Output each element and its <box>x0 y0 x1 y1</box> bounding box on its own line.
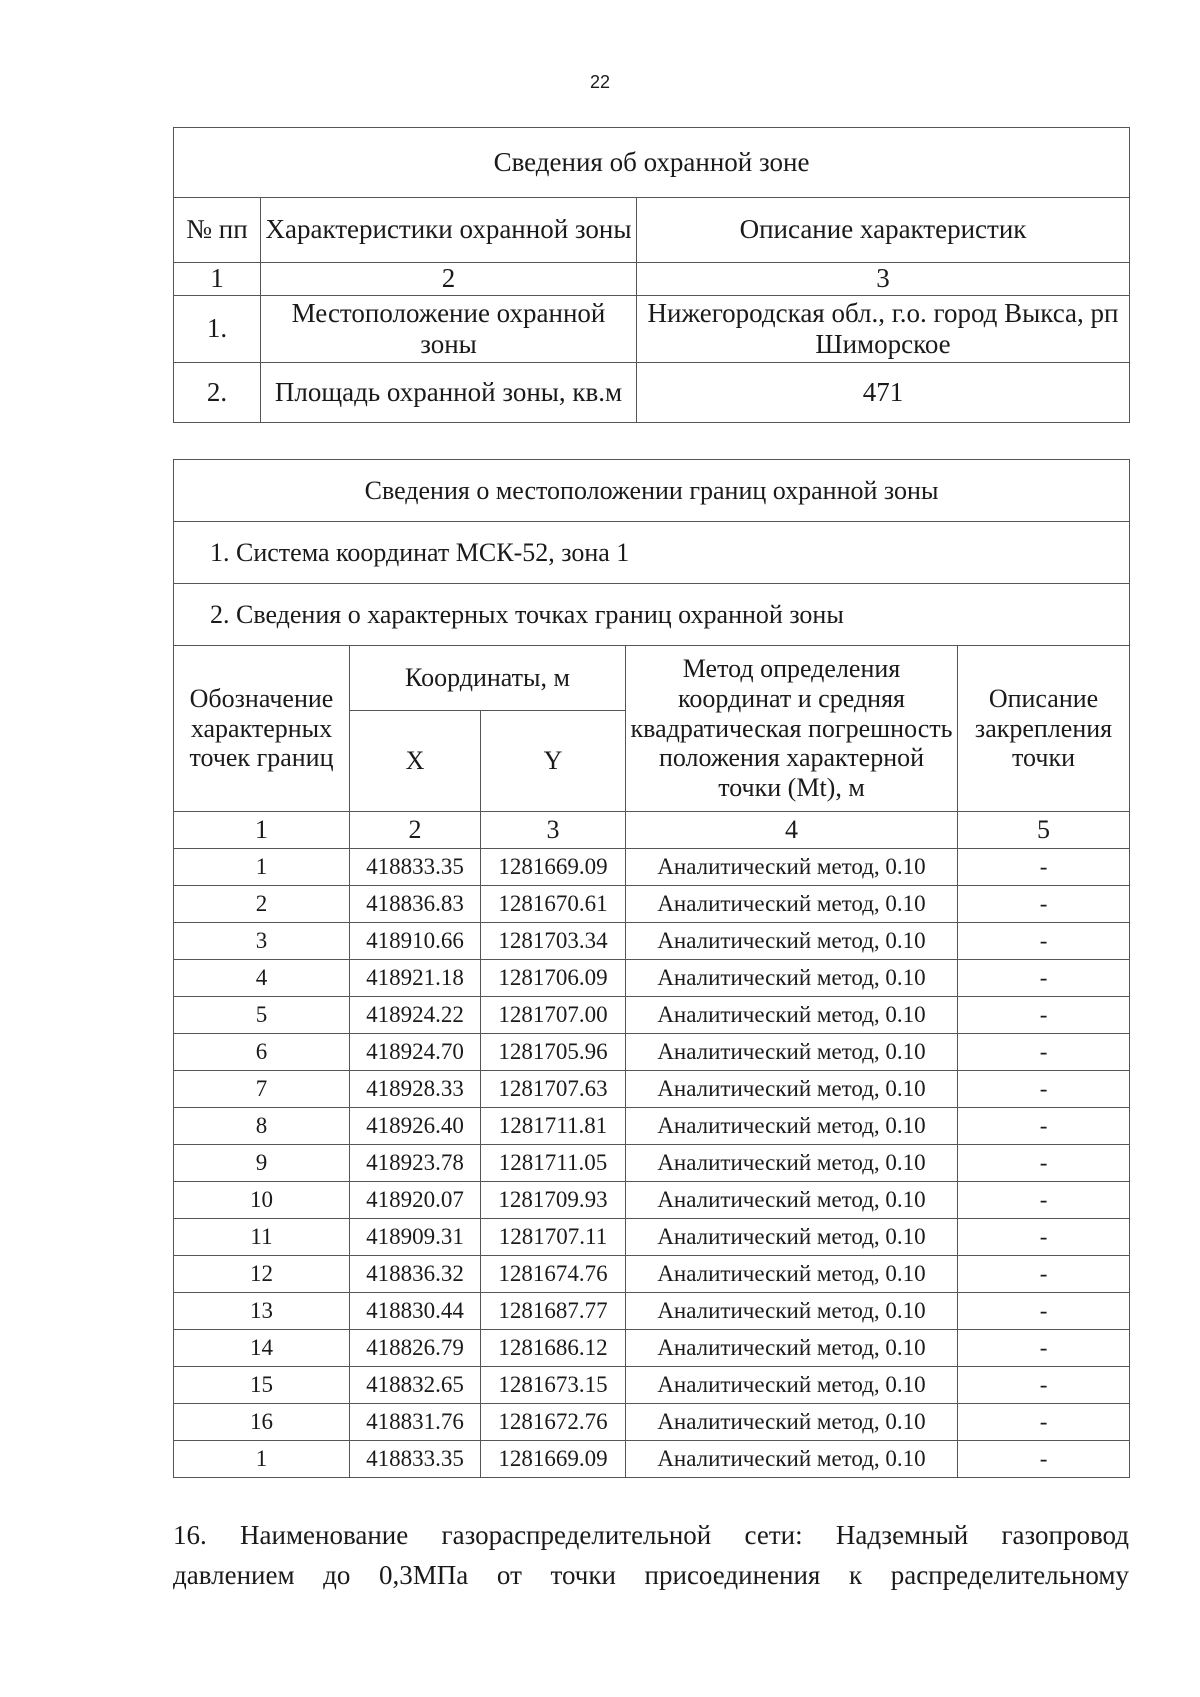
table-row <box>174 1330 1130 1367</box>
table-row <box>174 1071 1130 1108</box>
table-row <box>174 960 1130 997</box>
cell-method: Аналитический метод, 0.10 <box>626 1330 958 1367</box>
cell-method: Аналитический метод, 0.10 <box>626 1404 958 1441</box>
cell-x: 418920.07 <box>350 1182 481 1219</box>
cell-y: 1281687.77 <box>481 1293 626 1330</box>
cell-x: 418836.83 <box>350 886 481 923</box>
table-row <box>174 363 1130 423</box>
cell-x: 418928.33 <box>350 1071 481 1108</box>
cell-y: 1281670.61 <box>481 886 626 923</box>
table-row <box>174 1182 1130 1219</box>
cell-method: Аналитический метод, 0.10 <box>626 1108 958 1145</box>
cell-y: 1281706.09 <box>481 960 626 997</box>
cell-fixing: - <box>958 997 1130 1034</box>
cell-fixing: - <box>958 886 1130 923</box>
cell-y: 1281669.09 <box>481 849 626 886</box>
cell-method: Аналитический метод, 0.10 <box>626 997 958 1034</box>
table-row <box>174 1145 1130 1182</box>
cell-fixing: - <box>958 1071 1130 1108</box>
boundaries-table <box>173 459 1130 1478</box>
cell-y: 1281711.05 <box>481 1145 626 1182</box>
table-row <box>174 923 1130 960</box>
cell-x: 418830.44 <box>350 1293 481 1330</box>
column-number: 1 <box>174 263 261 296</box>
header-method: Метод определения координат и средняя квадратическая погрешность положения характерной точки (Mt), м <box>626 646 958 812</box>
cell-fixing: - <box>958 1404 1130 1441</box>
cell-point: 3 <box>174 923 350 960</box>
header-coords: Координаты, м <box>350 646 626 711</box>
cell-method: Аналитический метод, 0.10 <box>626 1071 958 1108</box>
cell-x: 418926.40 <box>350 1108 481 1145</box>
cell-point: 4 <box>174 960 350 997</box>
cell-point: 11 <box>174 1219 350 1256</box>
cell-y: 1281707.11 <box>481 1219 626 1256</box>
header-x: X <box>350 711 481 812</box>
paragraph-line: 16. Наименование газораспределительной сети: Надземный газопровод <box>173 1520 1129 1550</box>
cell-point: 7 <box>174 1071 350 1108</box>
table-row <box>174 1367 1130 1404</box>
coord-system: 1. Система координат МСК-52, зона 1 <box>174 522 1130 584</box>
cell-x: 418910.66 <box>350 923 481 960</box>
cell-point: 10 <box>174 1182 350 1219</box>
cell-fixing: - <box>958 1034 1130 1071</box>
cell-fixing: - <box>958 1108 1130 1145</box>
table-row <box>174 1256 1130 1293</box>
cell-method: Аналитический метод, 0.10 <box>626 1293 958 1330</box>
row-number: 1. <box>174 296 261 363</box>
boundaries-title: Сведения о местоположении границ охранной зоны <box>174 460 1130 522</box>
cell-fixing: - <box>958 1367 1130 1404</box>
cell-fixing: - <box>958 1182 1130 1219</box>
cell-x: 418909.31 <box>350 1219 481 1256</box>
cell-point: 6 <box>174 1034 350 1071</box>
cell-method: Аналитический метод, 0.10 <box>626 960 958 997</box>
table-row <box>174 997 1130 1034</box>
paragraph-16 <box>173 1515 1129 1595</box>
cell-y: 1281674.76 <box>481 1256 626 1293</box>
paragraph-line: давлением до 0,3МПа от точки присоединения к распределительному <box>173 1560 1129 1590</box>
column-number: 3 <box>637 263 1130 296</box>
cell-y: 1281669.09 <box>481 1441 626 1478</box>
cell-method: Аналитический метод, 0.10 <box>626 849 958 886</box>
column-number: 1 <box>174 812 350 849</box>
table-row <box>174 1404 1130 1441</box>
cell-y: 1281707.63 <box>481 1071 626 1108</box>
cell-point: 5 <box>174 997 350 1034</box>
table-row <box>174 1293 1130 1330</box>
cell-fixing: - <box>958 1219 1130 1256</box>
cell-method: Аналитический метод, 0.10 <box>626 886 958 923</box>
cell-y: 1281686.12 <box>481 1330 626 1367</box>
row-description: Нижегородская обл., г.о. город Выкса, рп Шиморское <box>637 296 1130 363</box>
column-number: 3 <box>481 812 626 849</box>
header-characteristic: Характеристики охранной зоны <box>261 198 637 263</box>
cell-method: Аналитический метод, 0.10 <box>626 1441 958 1478</box>
cell-x: 418924.70 <box>350 1034 481 1071</box>
cell-fixing: - <box>958 1256 1130 1293</box>
row-characteristic: Площадь охранной зоны, кв.м <box>261 363 637 423</box>
cell-point: 13 <box>174 1293 350 1330</box>
cell-method: Аналитический метод, 0.10 <box>626 1256 958 1293</box>
header-description: Описание характеристик <box>637 198 1130 263</box>
cell-x: 418826.79 <box>350 1330 481 1367</box>
cell-x: 418832.65 <box>350 1367 481 1404</box>
cell-point: 16 <box>174 1404 350 1441</box>
points-body <box>174 849 1130 1478</box>
table-row <box>174 1219 1130 1256</box>
cell-point: 12 <box>174 1256 350 1293</box>
page-number: 22 <box>589 72 611 92</box>
cell-fixing: - <box>958 1293 1130 1330</box>
table-row <box>174 1441 1130 1478</box>
cell-point: 2 <box>174 886 350 923</box>
cell-y: 1281709.93 <box>481 1182 626 1219</box>
cell-y: 1281705.96 <box>481 1034 626 1071</box>
cell-point: 1 <box>174 849 350 886</box>
cell-method: Аналитический метод, 0.10 <box>626 1145 958 1182</box>
table-row <box>174 886 1130 923</box>
table-row <box>174 849 1130 886</box>
cell-point: 8 <box>174 1108 350 1145</box>
cell-fixing: - <box>958 960 1130 997</box>
cell-fixing: - <box>958 923 1130 960</box>
cell-method: Аналитический метод, 0.10 <box>626 1219 958 1256</box>
cell-y: 1281711.81 <box>481 1108 626 1145</box>
cell-method: Аналитический метод, 0.10 <box>626 1182 958 1219</box>
cell-y: 1281707.00 <box>481 997 626 1034</box>
table-row <box>174 1108 1130 1145</box>
row-description: 471 <box>637 363 1130 423</box>
cell-point: 1 <box>174 1441 350 1478</box>
cell-point: 9 <box>174 1145 350 1182</box>
cell-method: Аналитический метод, 0.10 <box>626 1367 958 1404</box>
cell-y: 1281672.76 <box>481 1404 626 1441</box>
row-number: 2. <box>174 363 261 423</box>
cell-point: 15 <box>174 1367 350 1404</box>
cell-fixing: - <box>958 1441 1130 1478</box>
row-characteristic: Местоположение охранной зоны <box>261 296 637 363</box>
cell-x: 418924.22 <box>350 997 481 1034</box>
table-row <box>174 1034 1130 1071</box>
zone-info-title: Сведения об охранной зоне <box>174 128 1130 198</box>
column-number: 2 <box>350 812 481 849</box>
cell-x: 418831.76 <box>350 1404 481 1441</box>
column-number: 4 <box>626 812 958 849</box>
column-number: 2 <box>261 263 637 296</box>
cell-fixing: - <box>958 1330 1130 1367</box>
cell-fixing: - <box>958 849 1130 886</box>
table-row <box>174 296 1130 363</box>
cell-fixing: - <box>958 1145 1130 1182</box>
points-title: 2. Сведения о характерных точках границ охранной зоны <box>174 584 1130 646</box>
header-number: № пп <box>174 198 261 263</box>
cell-y: 1281703.34 <box>481 923 626 960</box>
cell-x: 418921.18 <box>350 960 481 997</box>
cell-point: 14 <box>174 1330 350 1367</box>
header-y: Y <box>481 711 626 812</box>
column-number: 5 <box>958 812 1130 849</box>
cell-x: 418833.35 <box>350 1441 481 1478</box>
cell-x: 418833.35 <box>350 849 481 886</box>
cell-method: Аналитический метод, 0.10 <box>626 923 958 960</box>
cell-x: 418836.32 <box>350 1256 481 1293</box>
zone-info-table <box>173 127 1130 423</box>
header-point: Обозначение характерных точек границ <box>174 646 350 812</box>
cell-method: Аналитический метод, 0.10 <box>626 1034 958 1071</box>
header-fixing: Описание закрепления точки <box>958 646 1130 812</box>
cell-x: 418923.78 <box>350 1145 481 1182</box>
cell-y: 1281673.15 <box>481 1367 626 1404</box>
